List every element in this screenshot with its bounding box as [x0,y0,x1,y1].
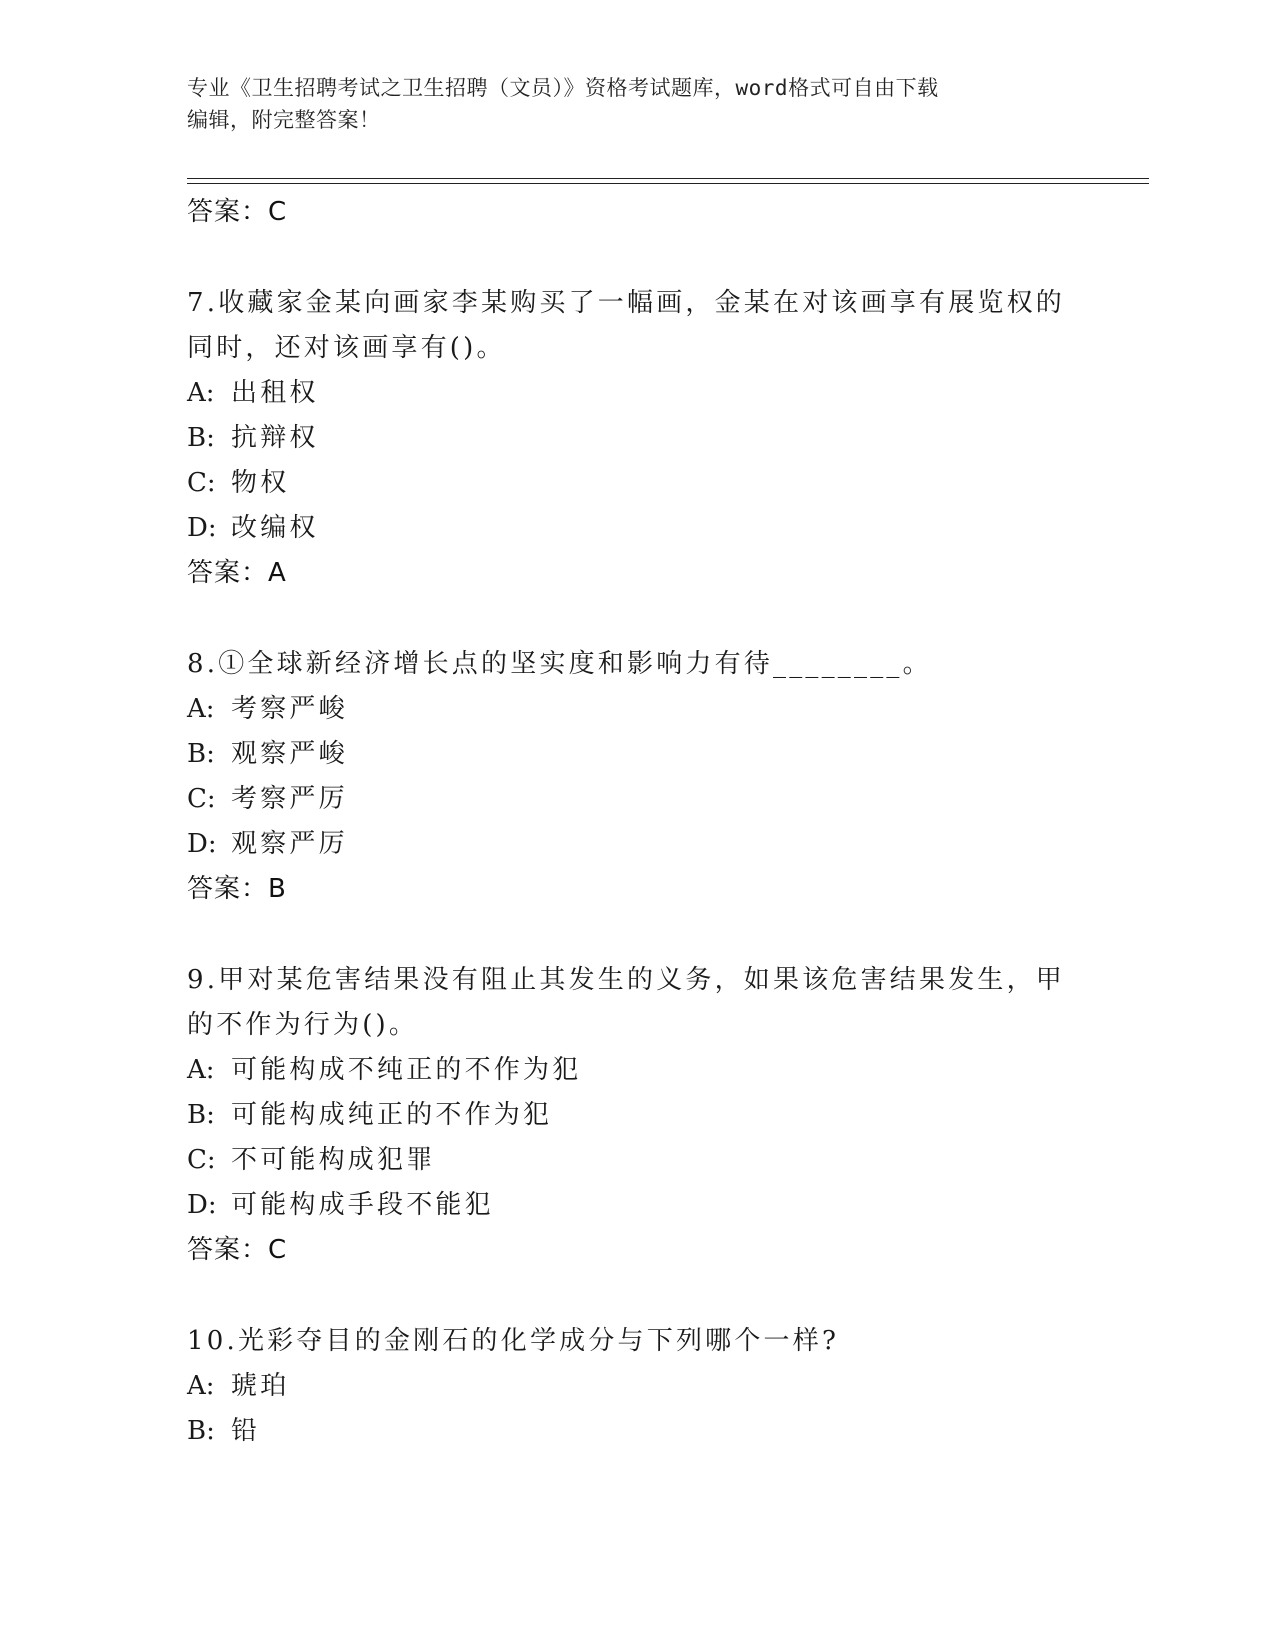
option-d [187,1183,1087,1228]
option-c [187,1138,1087,1183]
option-letter: C: [187,1145,216,1175]
option-letter: D: [187,513,217,543]
option-text: 物权 [231,468,290,498]
question-stem [187,642,1087,687]
option-c [187,461,1087,506]
option-text: 改编权 [231,513,319,543]
question-stem-line: 8.①全球新经济增长点的坚实度和影响力有待________。 [187,649,932,679]
option-text: 可能构成纯正的不作为犯 [231,1100,553,1130]
option-letter: A: [187,1371,215,1401]
option-letter: A: [187,694,215,724]
question-answer: 答案：B [187,874,287,904]
option-letter: C: [187,468,216,498]
option-text: 观察严厉 [231,829,348,859]
question-stem [187,1319,1087,1364]
option-letter: D: [187,1190,217,1220]
option-a [187,371,1087,416]
header-line-2: 编辑，附完整答案！ [187,108,381,132]
question-stem [187,958,1087,1048]
option-letter: B: [187,423,215,453]
option-b [187,416,1087,461]
option-a [187,687,1087,732]
option-letter: C: [187,784,216,814]
question-answer: 答案：A [187,558,287,588]
option-d [187,506,1087,551]
option-letter: B: [187,1100,215,1130]
option-b [187,1409,1087,1454]
option-text: 考察严厉 [231,784,348,814]
question-stem-line: 9.甲对某危害结果没有阻止其发生的义务，如果该危害结果发生，甲 [187,965,1066,995]
option-text: 可能构成手段不能犯 [231,1190,494,1220]
option-letter: B: [187,1416,215,1446]
question-stem-line: 同时，还对该画享有()。 [187,333,506,363]
option-a [187,1364,1087,1409]
option-text: 琥珀 [231,1371,290,1401]
spacer [187,596,1087,642]
question-7 [187,281,1087,596]
option-letter: D: [187,829,217,859]
option-letter: A: [187,378,215,408]
option-text: 可能构成不纯正的不作为犯 [231,1055,582,1085]
document-header [187,72,1087,136]
spacer [187,235,1087,281]
option-b [187,732,1087,777]
previous-answer: 答案：C [187,197,288,227]
question-stem [187,281,1087,371]
question-answer: 答案：C [187,1235,288,1265]
question-stem-line: 的不作为行为()。 [187,1010,419,1040]
option-letter: A: [187,1055,215,1085]
question-10 [187,1319,1087,1454]
option-letter: B: [187,739,215,769]
option-d [187,822,1087,867]
question-9 [187,958,1087,1273]
question-stem-line: 7.收藏家金某向画家李某购买了一幅画，金某在对该画享有展览权的 [187,288,1066,318]
option-text: 考察严峻 [231,694,348,724]
option-text: 观察严峻 [231,739,348,769]
option-text: 抗辩权 [231,423,319,453]
option-text: 出租权 [231,378,319,408]
option-c [187,777,1087,822]
option-b [187,1093,1087,1138]
question-8 [187,642,1087,912]
question-list [187,190,1087,1454]
spacer [187,1273,1087,1319]
option-a [187,1048,1087,1093]
option-text: 铅 [231,1416,261,1446]
option-text: 不可能构成犯罪 [231,1145,436,1175]
header-line-1: 专业《卫生招聘考试之卫生招聘（文员）》资格考试题库，word格式可自由下载 [187,76,939,100]
header-rule-bottom [187,183,1149,184]
question-stem-line: 10.光彩夺目的金刚石的化学成分与下列哪个一样? [187,1326,840,1356]
header-rule-top [187,178,1149,179]
spacer [187,912,1087,958]
